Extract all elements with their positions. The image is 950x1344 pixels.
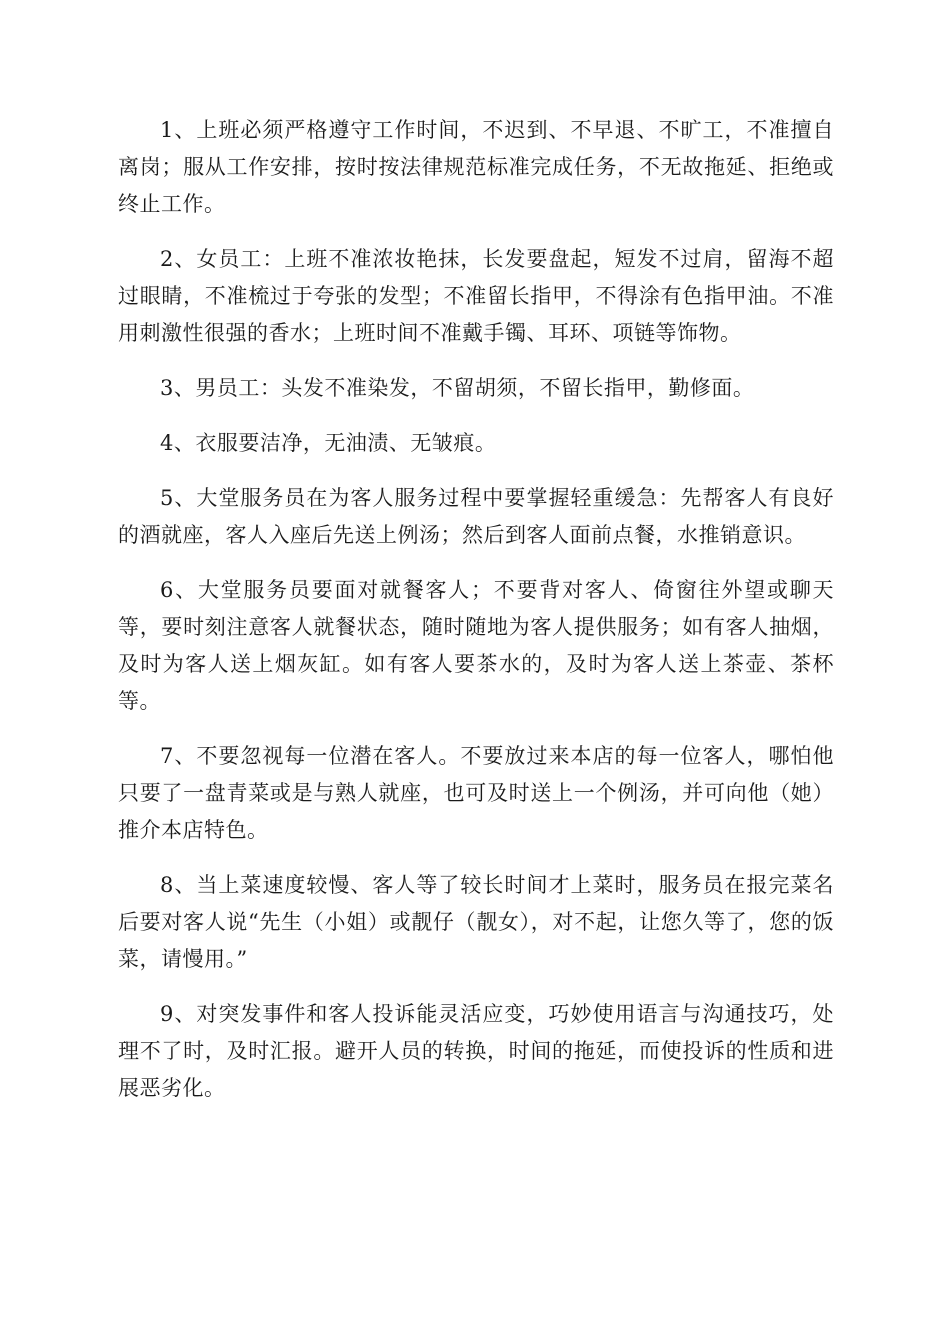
paragraph-2: 2、女员工：上班不准浓妆艳抹，长发要盘起，短发不过肩，留海不超过眼睛，不准梳过于夸张的发型；不准留长指甲，不得涂有色指甲油。不准用刺激性很强的香水；上班时间不准戴手镯、耳环、项链等饰物。 <box>118 247 834 345</box>
paragraph-1: 1、上班必须严格遵守工作时间，不迟到、不早退、不旷工，不准擅自离岗；服从工作安排，按时按法律规范标准完成任务，不无故拖延、拒绝或终止工作。 <box>118 118 834 216</box>
paragraph-6: 6、大堂服务员要面对就餐客人；不要背对客人、倚窗往外望或聊天等，要时刻注意客人就餐状态，随时随地为客人提供服务；如有客人抽烟，及时为客人送上烟灰缸。如有客人要茶水的，及时为客人送上茶壶、茶杯等。 <box>118 578 834 713</box>
paragraph-9: 9、对突发事件和客人投诉能灵活应变，巧妙使用语言与沟通技巧，处理不了时，及时汇报。避开人员的转换，时间的拖延，而使投诉的性质和进展恶劣化。 <box>118 1002 834 1100</box>
paragraph-5: 5、大堂服务员在为客人服务过程中要掌握轻重缓急：先帮客人有良好的酒就座，客人入座后先送上例汤；然后到客人面前点餐，水推销意识。 <box>118 486 834 547</box>
paragraph-4: 4、衣服要洁净，无油渍、无皱痕。 <box>160 431 497 455</box>
paragraph-7: 7、不要忽视每一位潜在客人。不要放过来本店的每一位客人，哪怕他只要了一盘青菜或是与熟人就座，也可及时送上一个例汤，并可向他（她）推介本店特色。 <box>118 744 834 842</box>
document-body <box>118 112 834 1125</box>
paragraph-3: 3、男员工：头发不准染发，不留胡须，不留长指甲，勤修面。 <box>160 376 755 400</box>
paragraph-8: 8、当上菜速度较慢、客人等了较长时间才上菜时，服务员在报完菜名后要对客人说“先生（小姐）或靓仔（靓女），对不起，让您久等了，您的饭菜，请慢用。” <box>118 873 834 971</box>
